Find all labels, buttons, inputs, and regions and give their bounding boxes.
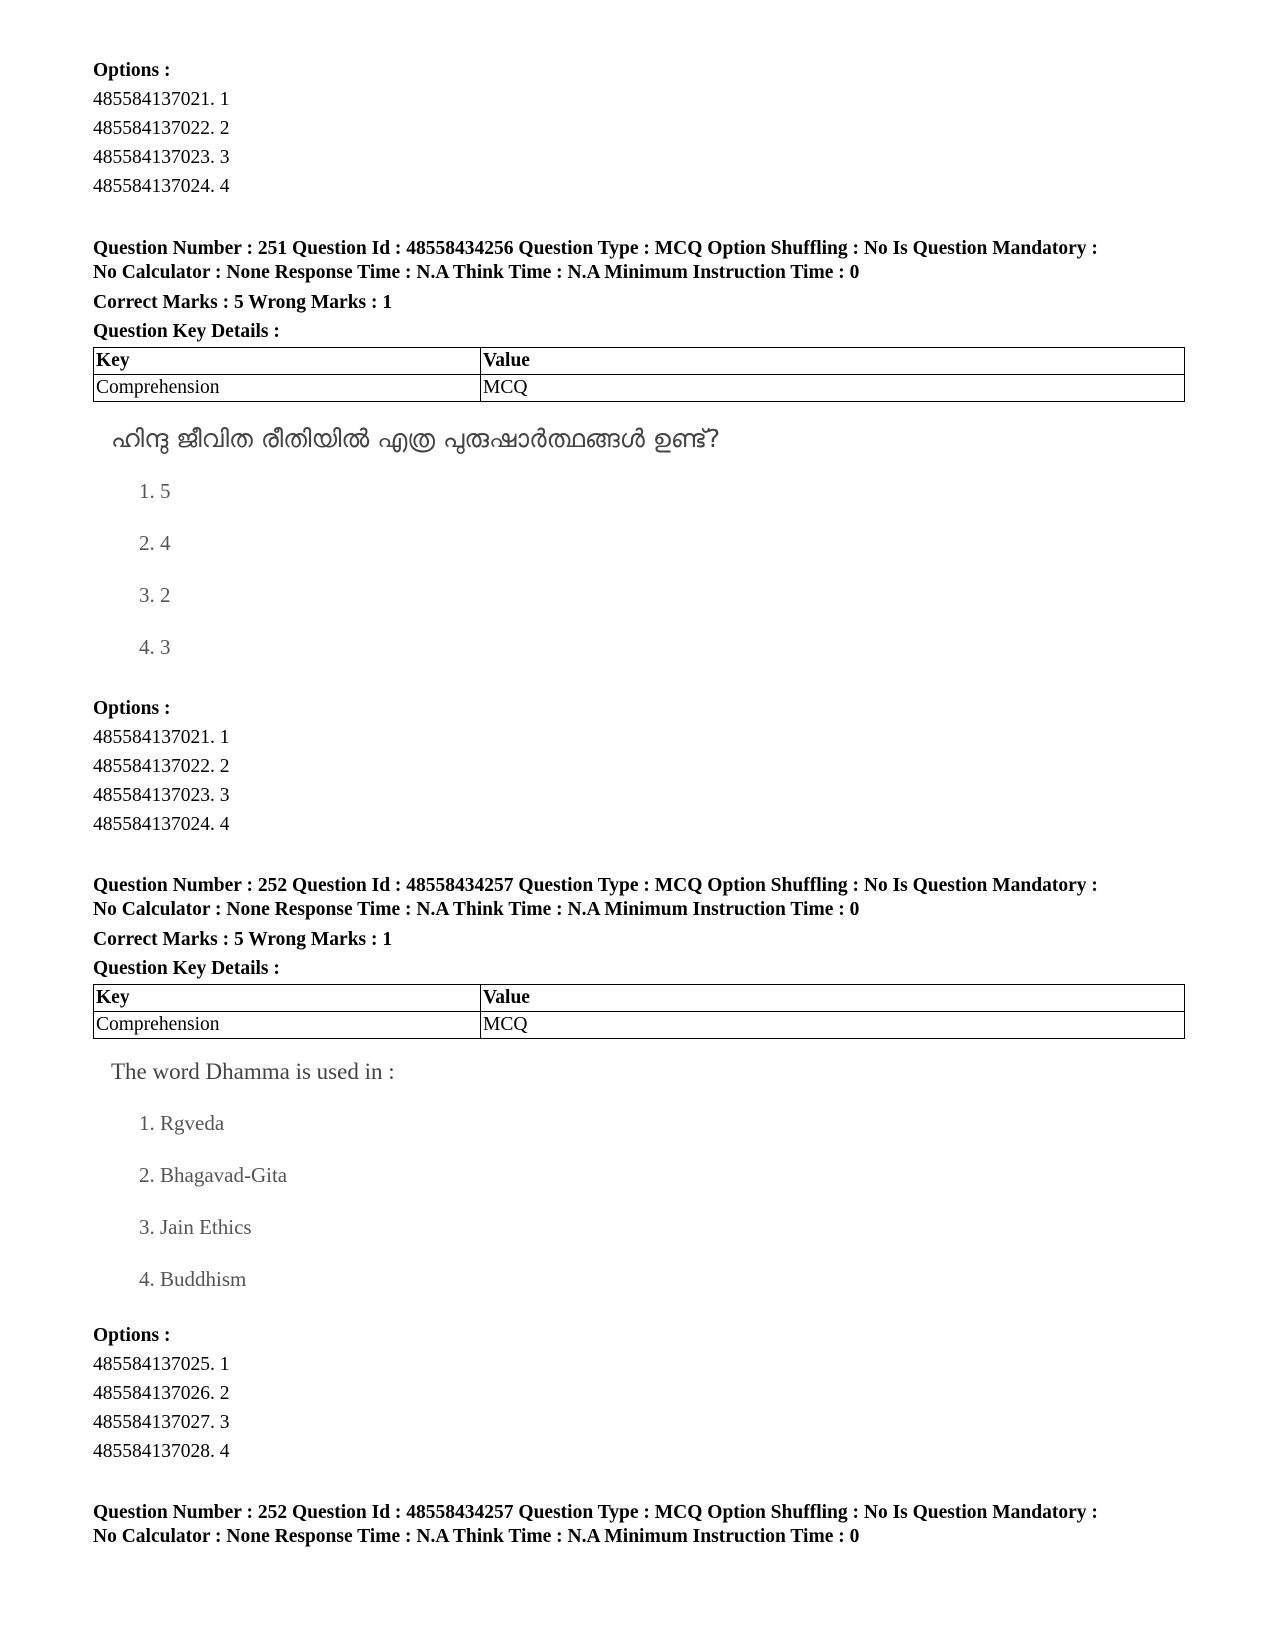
question-header-line1: Question Number : 252 Question Id : 48558434257 Question Type : MCQ Option Shuffling : No Is Question Mandatory : xyxy=(93,875,1098,896)
table-header-value: Value xyxy=(481,985,1185,1012)
option-line: 485584137024. 4 xyxy=(93,176,230,197)
question-option: 3. Jain Ethics xyxy=(139,1215,252,1239)
question-option: 2. Bhagavad-Gita xyxy=(139,1163,288,1187)
question-text: ഹിന്ദു ജീവിത രീതിയിൽ എത്ര പുരുഷാർത്ഥങ്ങൾ ഉണ്ട്? xyxy=(111,424,721,453)
table-cell-key: Comprehension xyxy=(94,375,481,402)
option-line: 485584137023. 3 xyxy=(93,147,230,168)
question-252 xyxy=(93,874,1183,1466)
question-251 xyxy=(93,237,1183,839)
option-line: 485584137022. 2 xyxy=(93,118,230,139)
question-header-line2: No Calculator : None Response Time : N.A Think Time : N.A Minimum Instruction Time : 0 xyxy=(93,1526,860,1547)
table-header-key: Key xyxy=(94,348,481,375)
options-label: Options : xyxy=(93,698,171,719)
marks-line: Correct Marks : 5 Wrong Marks : 1 xyxy=(93,292,393,313)
option-line: 485584137023. 3 xyxy=(93,785,230,806)
question-header-line2: No Calculator : None Response Time : N.A Think Time : N.A Minimum Instruction Time : 0 xyxy=(93,262,860,283)
document-page xyxy=(93,56,1183,1549)
question-option: 4. 3 xyxy=(139,635,171,659)
table-cell-value: MCQ xyxy=(481,1012,1185,1039)
option-line: 485584137026. 2 xyxy=(93,1383,230,1404)
table-header-row xyxy=(94,985,1185,1012)
key-details-label: Question Key Details : xyxy=(93,321,280,342)
options-label: Options : xyxy=(93,1325,171,1346)
table-row xyxy=(94,1012,1185,1039)
table-header-row xyxy=(94,348,1185,375)
option-line: 485584137021. 1 xyxy=(93,89,230,110)
option-line: 485584137021. 1 xyxy=(93,727,230,748)
table-header-value: Value xyxy=(481,348,1185,375)
question-text: The word Dhamma is used in : xyxy=(111,1059,395,1084)
table-cell-key: Comprehension xyxy=(94,1012,481,1039)
question-option: 4. Buddhism xyxy=(139,1267,247,1291)
option-line: 485584137024. 4 xyxy=(93,814,230,835)
question-252-repeat xyxy=(93,1501,1183,1549)
question-option: 3. 2 xyxy=(139,583,171,607)
table-row xyxy=(94,375,1185,402)
question-image xyxy=(93,1039,1183,1321)
top-options-block xyxy=(93,56,1183,201)
question-option: 1. 5 xyxy=(139,479,171,503)
options-label: Options : xyxy=(93,60,171,81)
question-header-line2: No Calculator : None Response Time : N.A Think Time : N.A Minimum Instruction Time : 0 xyxy=(93,899,860,920)
key-details-label: Question Key Details : xyxy=(93,958,280,979)
option-line: 485584137028. 4 xyxy=(93,1441,230,1462)
table-cell-value: MCQ xyxy=(481,375,1185,402)
key-details-table xyxy=(93,984,1185,1039)
option-line: 485584137022. 2 xyxy=(93,756,230,777)
question-option: 1. Rgveda xyxy=(139,1111,225,1135)
option-line: 485584137025. 1 xyxy=(93,1354,230,1375)
question-option: 2. 4 xyxy=(139,531,171,555)
key-details-table xyxy=(93,347,1185,402)
question-header-line1: Question Number : 251 Question Id : 48558434256 Question Type : MCQ Option Shuffling : No Is Question Mandatory : xyxy=(93,238,1098,259)
option-line: 485584137027. 3 xyxy=(93,1412,230,1433)
table-header-key: Key xyxy=(94,985,481,1012)
question-image xyxy=(93,402,1183,694)
question-header-line1: Question Number : 252 Question Id : 48558434257 Question Type : MCQ Option Shuffling : No Is Question Mandatory : xyxy=(93,1502,1098,1523)
marks-line: Correct Marks : 5 Wrong Marks : 1 xyxy=(93,929,393,950)
